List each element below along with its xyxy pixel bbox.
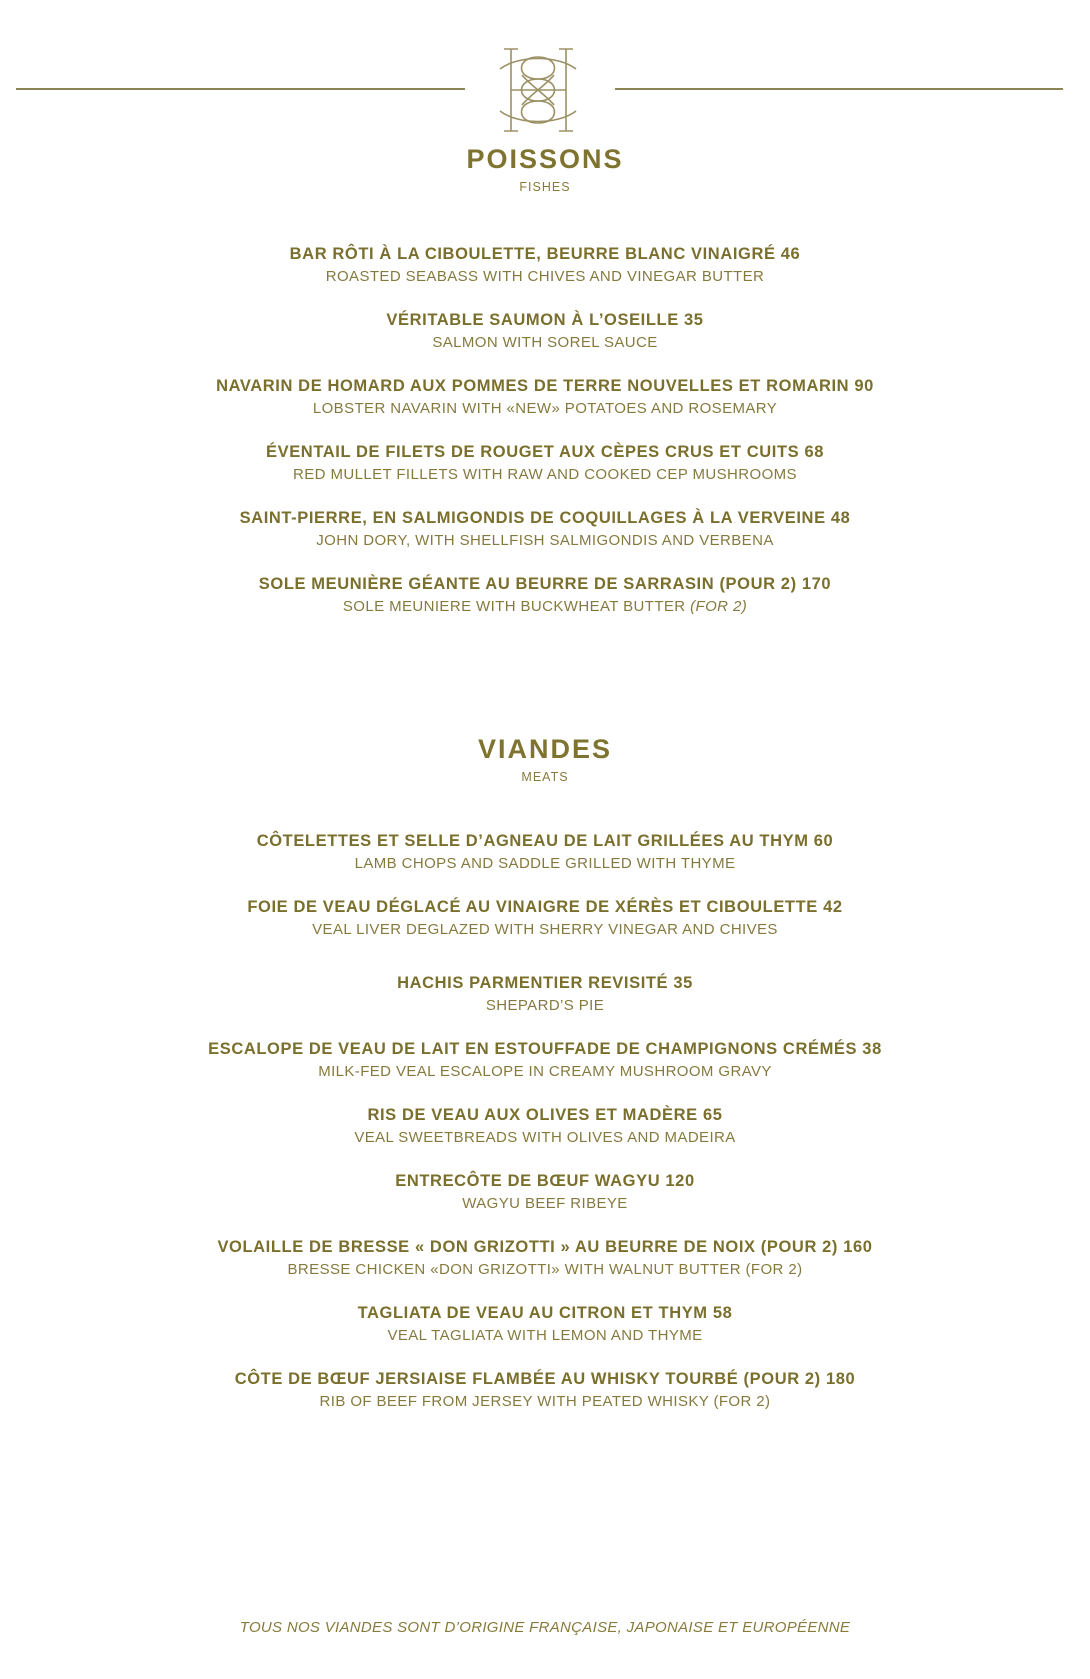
menu-item-name-en-text: SOLE MEUNIERE WITH BUCKWHEAT BUTTER bbox=[342, 598, 691, 615]
menu-list-viandes bbox=[0, 829, 1090, 1413]
menu-item bbox=[0, 308, 1090, 354]
section-subtitle-fishes: FISHES bbox=[519, 180, 571, 194]
menu-item-name-fr: VOLAILLE DE BRESSE « DON GRIZOTTI » AU BEURRE DE NOIX (POUR 2) 160 bbox=[217, 1238, 873, 1256]
menu-item bbox=[0, 374, 1090, 420]
menu-item bbox=[0, 1037, 1090, 1083]
menu-item-name-en: SALMON WITH SOREL SAUCE bbox=[432, 334, 658, 351]
menu-item-name-fr: FOIE DE VEAU DÉGLACÉ AU VINAIGRE DE XÉRÈS ET CIBOULETTE 42 bbox=[247, 898, 843, 916]
section-poissons bbox=[0, 143, 1090, 618]
menu-item-name-en: RIB OF BEEF FROM JERSEY WITH PEATED WHISKY (FOR 2) bbox=[319, 1393, 771, 1410]
menu-item-name-en: JOHN DORY, WITH SHELLFISH SALMIGONDIS AND VERBENA bbox=[316, 532, 774, 549]
menu-item-name-en: VEAL SWEETBREADS WITH OLIVES AND MADEIRA bbox=[354, 1129, 736, 1146]
menu-item-name-en: LAMB CHOPS AND SADDLE GRILLED WITH THYME bbox=[354, 855, 736, 872]
menu-item-name-fr: ENTRECÔTE DE BŒUF WAGYU 120 bbox=[395, 1172, 695, 1190]
menu-item-name-en: ROASTED SEABASS WITH CHIVES AND VINEGAR BUTTER bbox=[325, 268, 765, 285]
menu-item bbox=[0, 1235, 1090, 1281]
menu-item bbox=[0, 242, 1090, 288]
menu-item-name-fr: NAVARIN DE HOMARD AUX POMMES DE TERRE NOUVELLES ET ROMARIN 90 bbox=[216, 377, 874, 395]
menu-item-name-en: WAGYU BEEF RIBEYE bbox=[462, 1195, 628, 1212]
menu-item-name-fr: ÉVENTAIL DE FILETS DE ROUGET AUX CÈPES CRUS ET CUITS 68 bbox=[265, 443, 825, 461]
menu-item-name-fr: BAR RÔTI À LA CIBOULETTE, BEURRE BLANC VINAIGRÉ 46 bbox=[289, 245, 801, 263]
menu-item bbox=[0, 1169, 1090, 1215]
menu-item-name-en: LOBSTER NAVARIN WITH «NEW» POTATOES AND ROSEMARY bbox=[312, 400, 778, 417]
menu-item-name-en: BRESSE CHICKEN «DON GRIZOTTI» WITH WALNUT BUTTER (FOR 2) bbox=[287, 1261, 803, 1278]
menu-item-name-fr: SAINT-PIERRE, EN SALMIGONDIS DE COQUILLAGES À LA VERVEINE 48 bbox=[239, 509, 851, 527]
menu-item-name-en: VEAL LIVER DEGLAZED WITH SHERRY VINEGAR AND CHIVES bbox=[312, 921, 778, 938]
menu-item-name-fr: TAGLIATA DE VEAU AU CITRON ET THYM 58 bbox=[357, 1304, 733, 1322]
menu-item bbox=[0, 440, 1090, 486]
menu-item-name-fr: CÔTELETTES ET SELLE D’AGNEAU DE LAIT GRILLÉES AU THYM 60 bbox=[256, 832, 834, 850]
menu-item bbox=[0, 506, 1090, 552]
header-divider-left bbox=[16, 88, 465, 90]
section-title-viandes: VIANDES bbox=[477, 734, 613, 764]
menu-item-name-fr: ESCALOPE DE VEAU DE LAIT EN ESTOUFFADE DE CHAMPIGNONS CRÉMÉS 38 bbox=[208, 1040, 882, 1058]
section-subtitle-meats: MEATS bbox=[521, 770, 569, 784]
section-viandes bbox=[0, 733, 1090, 1413]
menu-item-name-fr: VÉRITABLE SAUMON À L’OSEILLE 35 bbox=[386, 311, 704, 329]
menu-item-name-en bbox=[0, 596, 1090, 618]
header-divider-right bbox=[615, 88, 1063, 90]
menu-item bbox=[0, 1301, 1090, 1347]
menu-item bbox=[0, 971, 1090, 1017]
menu-item-name-fr: SOLE MEUNIÈRE GÉANTE AU BEURRE DE SARRASIN (POUR 2) 170 bbox=[258, 575, 832, 593]
monogram-logo-icon bbox=[496, 45, 581, 135]
menu-item bbox=[0, 1103, 1090, 1149]
menu-item bbox=[0, 895, 1090, 941]
menu-item-name-en: VEAL TAGLIATA WITH LEMON AND THYME bbox=[387, 1327, 703, 1344]
footer-origin-note: TOUS NOS VIANDES SONT D’ORIGINE FRANÇAISE, JAPONAISE ET EUROPÉENNE bbox=[239, 1619, 851, 1636]
menu-item bbox=[0, 1367, 1090, 1413]
menu-item-name-fr: CÔTE DE BŒUF JERSIAISE FLAMBÉE AU WHISKY TOURBÉ (POUR 2) 180 bbox=[234, 1370, 856, 1388]
section-title-poissons: POISSONS bbox=[466, 144, 624, 174]
menu-item-name-en: SHEPARD’S PIE bbox=[485, 997, 605, 1014]
menu-item-name-fr: RIS DE VEAU AUX OLIVES ET MADÈRE 65 bbox=[367, 1106, 723, 1124]
menu-item-name-en: RED MULLET FILLETS WITH RAW AND COOKED CEP MUSHROOMS bbox=[293, 466, 797, 483]
menu-item bbox=[0, 829, 1090, 875]
menu-item-name-fr: HACHIS PARMENTIER REVISITÉ 35 bbox=[397, 974, 693, 992]
menu-item-portion-note: (FOR 2) bbox=[690, 598, 748, 615]
menu-item-name-en: MILK-FED VEAL ESCALOPE IN CREAMY MUSHROOM GRAVY bbox=[318, 1063, 772, 1080]
menu-item bbox=[0, 572, 1090, 618]
menu-list-poissons bbox=[0, 242, 1090, 618]
